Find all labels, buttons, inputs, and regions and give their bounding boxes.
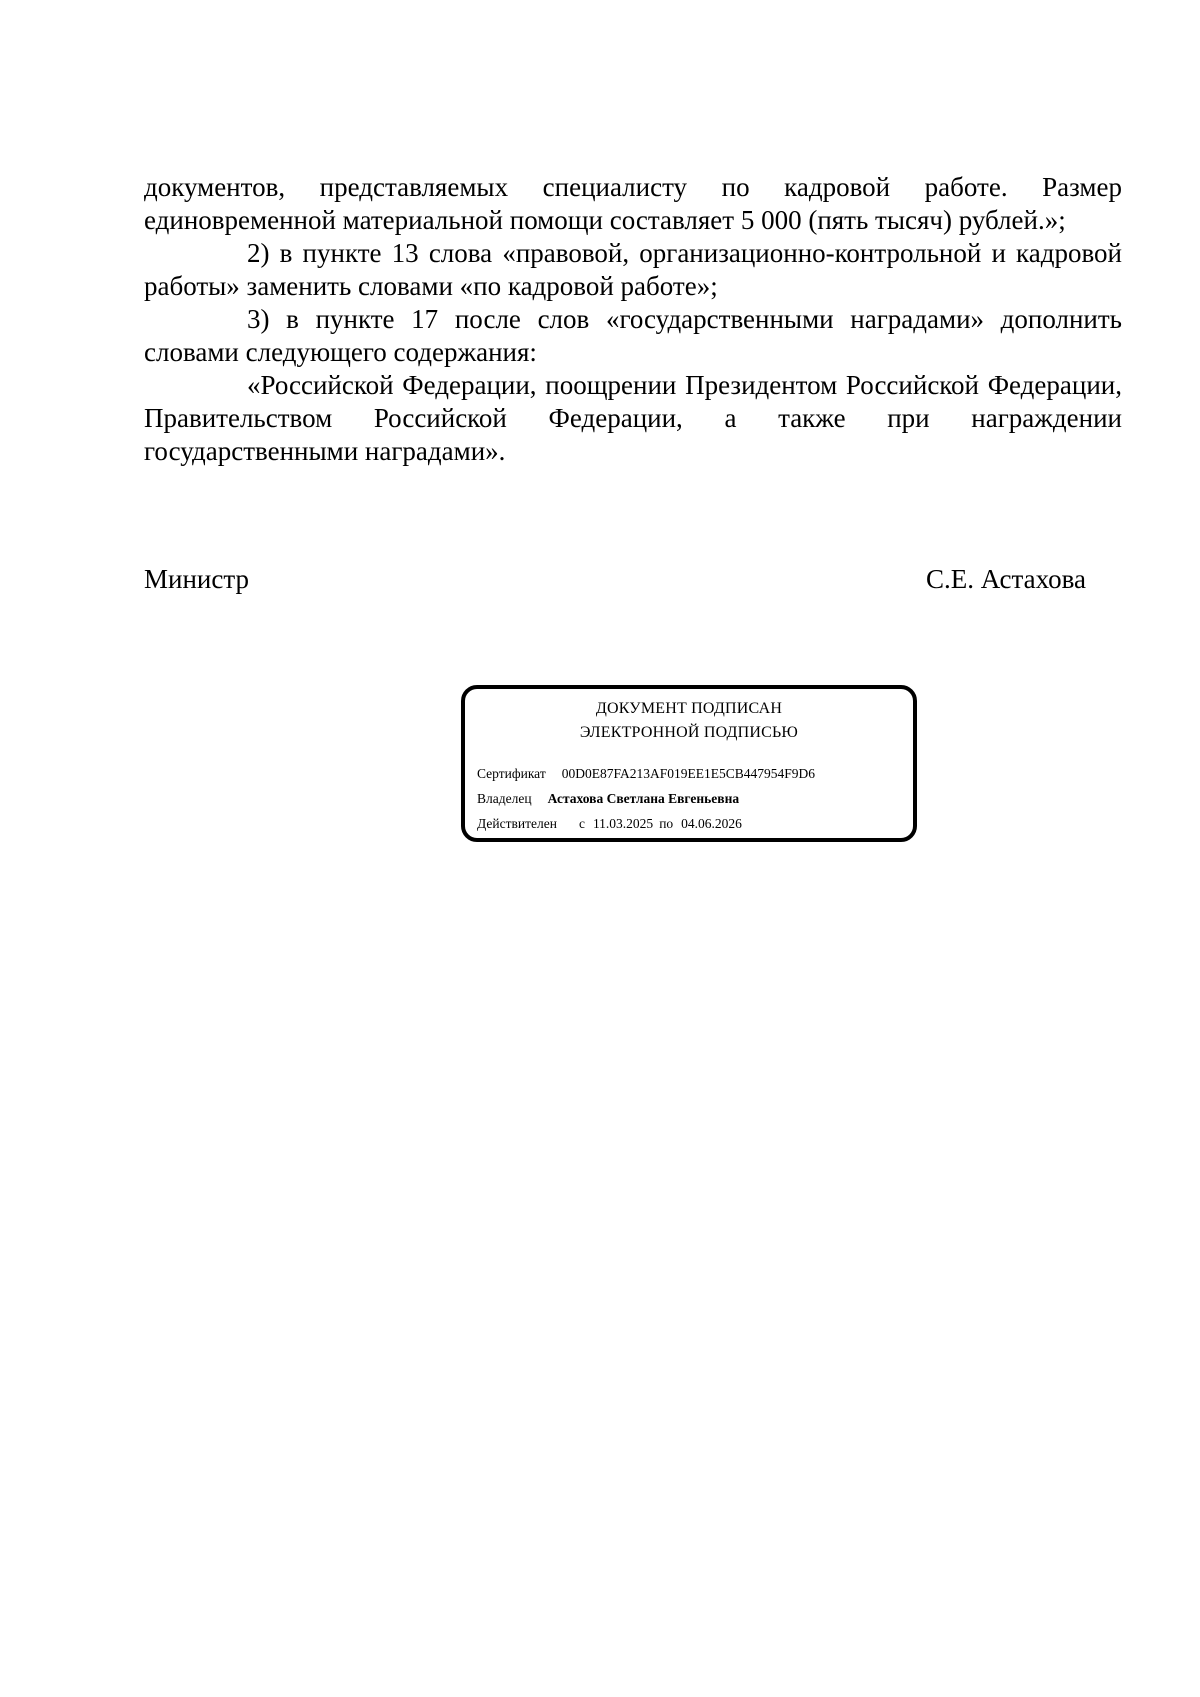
- validity-from-date: 11.03.2025: [592, 816, 654, 831]
- stamp-owner-row: [477, 790, 739, 808]
- paragraph-continuation: документов, представляемых специалисту по кадровой работе. Размер единовременной материальной помощи составляет 5 000 (пять тысяч) рублей.»;: [144, 172, 1122, 235]
- stamp-title: [465, 697, 913, 745]
- owner-value: Астахова Светлана Евгеньевна: [547, 791, 740, 806]
- stamp-validity-row: [477, 815, 742, 833]
- validity-from-word: с: [578, 816, 585, 831]
- paragraph-quote: «Российской Федерации, поощрении Президентом Российской Федерации, Правительством Российской Федерации, а также при награждении государственными наградами».: [144, 370, 1122, 466]
- document-body: [144, 171, 1122, 468]
- validity-to-word: по: [659, 816, 674, 831]
- stamp-title-line-1: ДОКУМЕНТ ПОДПИСАН: [595, 700, 783, 717]
- electronic-signature-stamp: [461, 685, 917, 842]
- validity-label: Действителен: [477, 816, 557, 831]
- signer-name: С.Е. Астахова: [925, 564, 1086, 594]
- validity-to-date: 04.06.2026: [681, 816, 742, 831]
- certificate-value: 00D0E87FA213AF019EE1E5CB447954F9D6: [561, 766, 815, 781]
- owner-label: Владелец: [477, 791, 532, 806]
- paragraph-item-2: 2) в пункте 13 слова «правовой, организационно-контрольной и кадровой работы» заменить словами «по кадровой работе»;: [144, 238, 1122, 301]
- signer-position: Министр: [144, 564, 249, 594]
- paragraph-item-3: 3) в пункте 17 после слов «государственными наградами» дополнить словами следующего содержания:: [144, 304, 1122, 367]
- stamp-certificate-row: [477, 765, 815, 783]
- certificate-label: Сертификат: [477, 766, 546, 781]
- stamp-title-line-2: ЭЛЕКТРОННОЙ ПОДПИСЬЮ: [579, 724, 799, 741]
